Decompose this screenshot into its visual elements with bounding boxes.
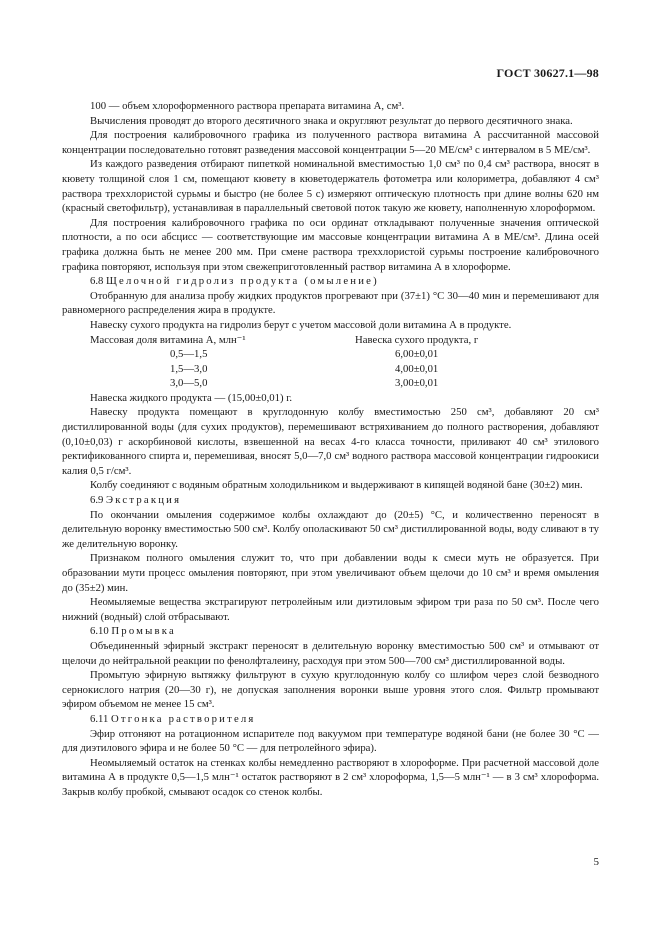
paragraph: Из каждого разведения отбирают пипеткой номинальной вместимостью 1,0 см³ по 0,4 см³ раствора, вносят в кювету толщиной слоя 1 см, помещают кювету в кюветодержатель фотометра или колориметра, добавляют 4 см³ раствора треххлористой сурьмы и быстро (не более 5 с) измеряют оптическую плотность при длине волны 620 нм (красный светофильтр), устанавливая в параллельный световой поток такую же кювету, наполненную хлороформом. bbox=[62, 158, 599, 215]
table-cell-mass: 6,00±0,01 bbox=[395, 348, 439, 361]
section-heading-6-11 bbox=[62, 712, 599, 727]
section-heading-6-9 bbox=[62, 493, 599, 508]
table-cell-range: 3,0—5,0 bbox=[170, 377, 208, 390]
column-header-dry-mass: Навеска сухого продукта, г bbox=[355, 333, 479, 346]
paragraph: Отобранную для анализа пробу жидких продуктов прогревают при (37±1) °С 30—40 мин и перемешивают для равномерного распределения жира в продукте. bbox=[62, 289, 599, 317]
section-number: 6.8 bbox=[90, 275, 104, 288]
paragraph: Промытую эфирную вытяжку фильтруют в сухую круглодонную колбу со шлифом через слой безводного сернокислого натрия (20—30 г), не допуская заполнения воронки выше уровня этого слоя. Фильтр промывают эфиром объемом не менее 15 см³. bbox=[62, 669, 599, 711]
paragraph: Неомыляемый остаток на стенках колбы немедленно растворяют в хлороформе. При расчетной массовой доле витамина А в продукте 0,5—1,5 млн⁻¹ остаток растворяют в 2 см³ хлороформа, 1,5—5 млн⁻¹ — в 3 см³ хлороформа. Закрыв колбу пробкой, смывают осадок со стенок колбы. bbox=[62, 756, 599, 798]
section-number: 6.11 bbox=[90, 712, 109, 725]
page-number: 5 bbox=[593, 856, 599, 868]
paragraph: Вычисления проводят до второго десятичного знака и округляют результат до первого десятичного знака. bbox=[90, 114, 573, 127]
section-title: Экстракция bbox=[106, 494, 182, 507]
column-header-vitamin-fraction: Массовая доля витамина А, млн⁻¹ bbox=[90, 333, 246, 346]
table-cell-range: 1,5—3,0 bbox=[170, 362, 208, 375]
table-cell-mass: 4,00±0,01 bbox=[395, 362, 439, 375]
section-title: Промывка bbox=[111, 625, 176, 638]
section-title: Щелочной гидролиз продукта (омыление) bbox=[106, 275, 379, 288]
mass-table bbox=[62, 333, 599, 391]
paragraph: Неомыляемые вещества экстрагируют петролейным или диэтиловым эфиром три раза по 50 см³. После чего нижний (водный) слой отбрасывают. bbox=[62, 596, 599, 623]
paragraph: Навеску продукта помещают в круглодонную колбу вместимостью 250 см³, добавляют 20 см³ дистиллированной воды (для сухих продуктов), перемешивают встряхиванием до полного растворения, добавляют (0,10±0,03) г аскорбиновой кислоты, взвешенной на весах 4-го класса точности, приливают 40 см³ этилового ректификованного спирта и, перемешивая, вносят 5,0—7,0 см³ водного раствора массовой концентрации гидроокиси калия 0,5 г/см³. bbox=[62, 406, 599, 477]
paragraph: Для построения калибровочного графика по оси ординат откладывают полученные значения оптической плотности, а по оси абсцисс — соответствующие им массовые концентрации витамина А в МЕ/см³. Длина осей графика должна быть не менее 200 мм. При смене раствора треххлористой сурьмы построение калибровочного графика повторяют, используя при этом свежеприготовленный раствор витамина А в хлороформе. bbox=[62, 216, 599, 273]
section-number: 6.9 bbox=[90, 494, 104, 507]
paragraph: Навеска жидкого продукта — (15,00±0,01) г. bbox=[90, 391, 293, 404]
paragraph: 100 — объем хлороформенного раствора препарата витамина А, см³. bbox=[90, 100, 405, 112]
paragraph: Навеску сухого продукта на гидролиз берут с учетом массовой доли витамина А в продукте. bbox=[90, 318, 512, 331]
table-cell-range: 0,5—1,5 bbox=[170, 348, 208, 361]
section-heading-6-8 bbox=[62, 274, 599, 289]
standard-designation: ГОСТ 30627.1—98 bbox=[496, 66, 599, 80]
document-body bbox=[62, 99, 599, 800]
paragraph: Колбу соединяют с водяным обратным холодильником и выдерживают в кипящей водяной бане (30±2) мин. bbox=[90, 479, 583, 492]
table-cell-mass: 3,00±0,01 bbox=[395, 377, 439, 390]
section-heading-6-10 bbox=[62, 624, 599, 639]
table-row bbox=[62, 376, 599, 391]
section-number: 6.10 bbox=[90, 625, 109, 638]
paragraph: Эфир отгоняют на ротационном испарителе под вакуумом при температуре водяной бани (не более 30 °С — для диэтилового эфира и не более 50 °С — для петролейного эфира). bbox=[62, 727, 599, 755]
paragraph: Объединенный эфирный экстракт переносят в делительную воронку вместимостью 500 см³ и отмывают от щелочи до нейтральной реакции по фенолфталеину, расходуя при этом 500—700 см³ дистиллированной воды. bbox=[62, 639, 599, 667]
paragraph: Признаком полного омыления служит то, что при добавлении воды к смеси муть не образуется. При образовании мути процесс омыления повторяют, при этом увеличивают объем щелочи до 10 см³ и время омыления до (35±2) мин. bbox=[62, 552, 599, 594]
paragraph: По окончании омыления содержимое колбы охлаждают до (20±5) °С, и количественно переносят в делительную воронку вместимостью 500 см³. Колбу ополаскивают 50 см³ дистиллированной воды, воду сливают в ту же делительную воронку. bbox=[62, 508, 599, 550]
table-row bbox=[62, 362, 599, 377]
paragraph: Для построения калибровочного графика из полученного раствора витамина А рассчитанной массовой концентрации последовательно готовят разведения массовой концентрации 5—20 МЕ/см³ с интервалом в 5 МЕ/см³. bbox=[62, 129, 599, 156]
table-row bbox=[62, 347, 599, 362]
section-title: Отгонка растворителя bbox=[110, 712, 256, 725]
mass-table-header bbox=[62, 333, 599, 348]
